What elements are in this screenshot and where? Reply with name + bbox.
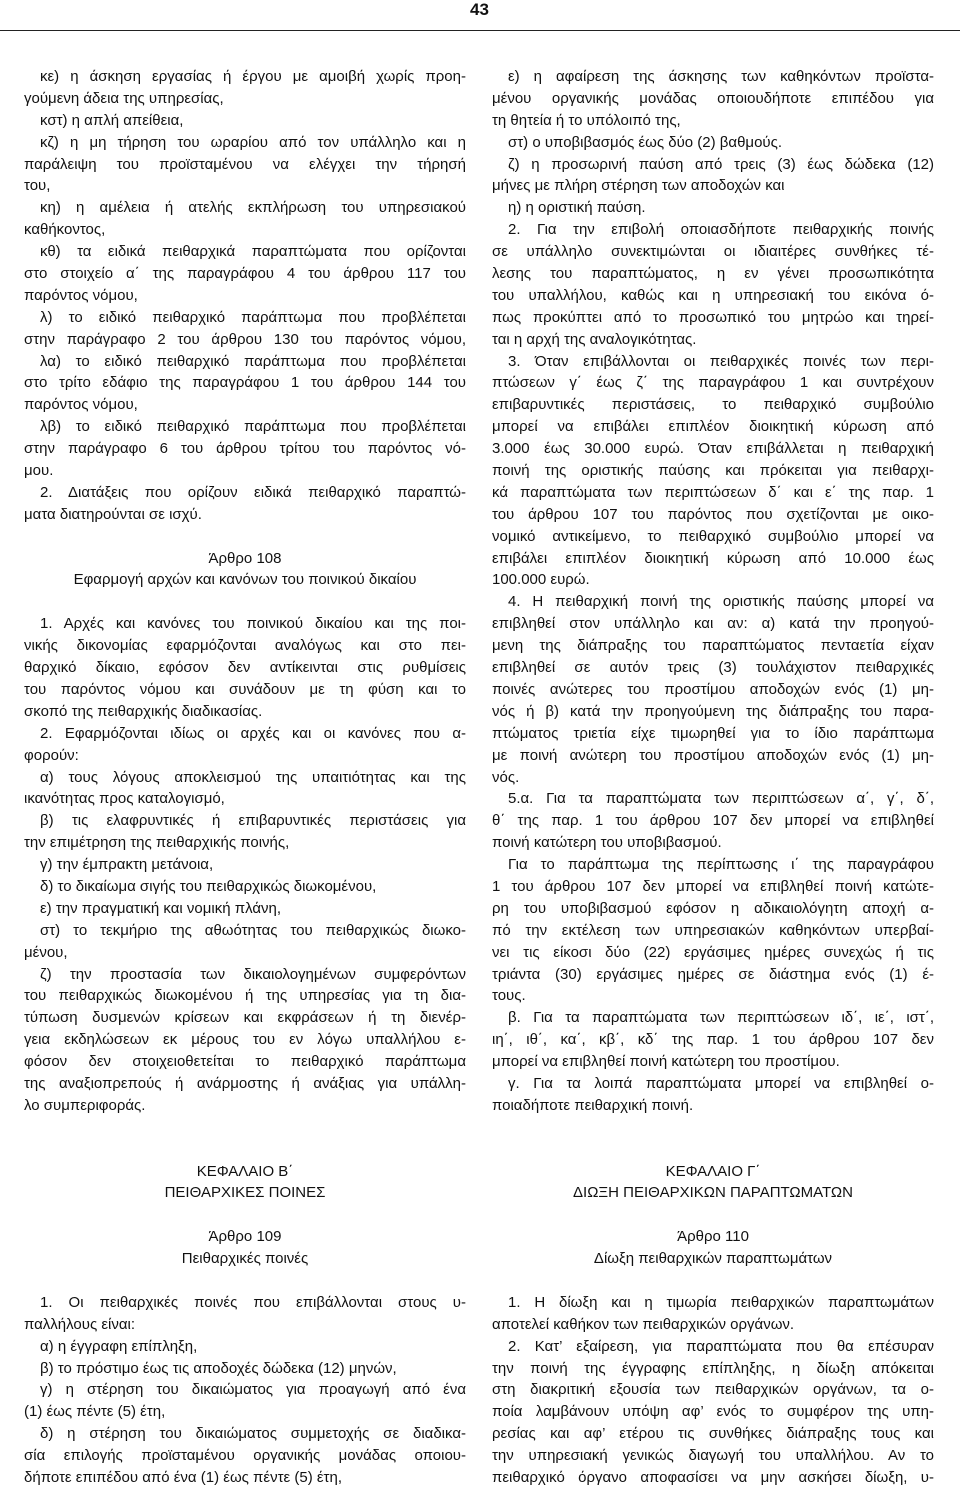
text-line: Για το παράπτωμα της περίπτωσης ι΄ της παραγράφου [508, 856, 934, 874]
text-line: καθήκοντος, [24, 221, 106, 239]
text-line: ρη του υποβιβασμού εφόσον η αδικαιολόγητη αποχή α- [492, 899, 934, 917]
text-line: ποία λαμβάνουν υπόψη αφ’ ενός το συμφέρον της υπη- [492, 1403, 934, 1421]
text-line: επιβάλει επιπλέον διοικητική κύρωση από 10.000 έως [492, 549, 934, 567]
text-line: ται η αρχή της αναλογικότητας. [492, 330, 697, 348]
text-line: θαρχικό δίκαιο, εφόσον δεν αντίκεινται στις ρυθμίσεις [24, 659, 466, 677]
text-line: του υπαλλήλου, καθώς και η υπηρεσιακή του εικόνα ό- [492, 286, 934, 304]
text-line: μου. [24, 462, 54, 480]
text-line: στο στοιχείο α΄ της παραγράφου 4 του άρθρου 117 του [24, 265, 466, 283]
text-line: δήποτε επιπέδου από ένα (1) έως πέντε (5) έτη, [24, 1469, 342, 1486]
text-line: στην παράγραφο 2 του άρθρου 130 του παρόντος νόμου, [24, 330, 466, 348]
text-line: του πειθαρχικώς διωκομένου ή της υπηρεσίας για τη δια- [24, 987, 466, 1005]
text-line: μενη της διάπραξης του παραπτώματος πενταετία είχαν [492, 637, 934, 655]
text-line: λα) το ειδικό πειθαρχικό παράπτωμα που προβλέπεται [40, 352, 466, 370]
text-line: με ποινή ανώτερη του προστίμου αποδοχών ενός (1) μη- [492, 746, 934, 764]
text-line: επιβληθεί σε αυτόν τρεις (3) τουλάχιστον πειθαρχικές [492, 659, 934, 677]
text-line: ε) την πραγματική και νομική πλάνη, [40, 899, 282, 917]
text-line: 3.000 έως 30.000 ευρώ. Όταν επιβάλλεται η πειθαρχική [492, 440, 934, 458]
text-line: τους. [492, 987, 526, 1005]
text-line: ιη΄, ιθ΄, κα΄, κβ΄, κδ΄ της παρ. 1 του άρθρου 107 δεν [492, 1031, 934, 1049]
section-heading-line: ΠΕΙΘΑΡΧΙΚΕΣ ΠΟΙΝΕΣ [164, 1184, 326, 1202]
text-line: γ) η στέρηση του δικαιώματος για προαγωγή από ένα [40, 1381, 466, 1399]
text-line: επιβληθεί στον υπάλληλο και αν: α) κατά την προηγού- [492, 615, 934, 633]
text-line: 100.000 ευρώ. [492, 571, 590, 589]
text-line: παρόντος νόμου, [24, 286, 138, 304]
text-line: 2. Εφαρμόζονται ιδίως οι αρχές και οι κανόνες που α- [40, 724, 466, 742]
right-column [492, 66, 934, 1489]
text-line: λβ) το ειδικό πειθαρχικό παράπτωμα που προβλέπεται [40, 418, 466, 436]
blank-line [492, 1139, 934, 1161]
text-line: ζ) η προσωρινή παύση από τρεις (3) έως δώδεκα (12) [508, 155, 934, 173]
section-heading-line: Άρθρο 110 [677, 1228, 749, 1246]
text-line: ποινή κατώτερη του υποβιβασμού. [492, 834, 722, 852]
text-line: 1. Οι πειθαρχικές ποινές που επιβάλλονται στους υ- [40, 1293, 466, 1311]
text-line: 3. Όταν επιβάλλονται οι πειθαρχικές ποινές των περι- [508, 352, 934, 370]
text-line: 2. Διατάξεις που ορίζουν ειδικά πειθαρχικό παραπτώ- [40, 483, 466, 501]
text-line: κστ) η απλή απείθεια, [40, 111, 184, 129]
text-line: στο τρίτο εδάφιο της παραγράφου 1 του άρθρου 144 του [24, 374, 466, 392]
text-line: την ποινή της έγγραφης επίπληξης, η δίωξη απόκειται [492, 1359, 934, 1377]
blank-line [24, 1117, 466, 1139]
text-line: παρόντος νόμου, [24, 396, 138, 414]
text-line: παράλειψη του προϊσταμένου να ελέγχει την τήρησή [24, 155, 466, 173]
text-line: η) η οριστική παύση. [508, 199, 646, 217]
section-heading-line: Δίωξη πειθαρχικών παραπτωμάτων [593, 1250, 833, 1268]
text-line: ματα διατηρούνται σε ισχύ. [24, 505, 202, 523]
text-line: ζ) την προστασία των δικαιολογημένων συμφερόντων [40, 965, 466, 983]
text-line: θ΄ της παρ. 1 του άρθρου 107 δεν μπορεί να επιβληθεί [492, 812, 934, 830]
text-line: στ) ο υποβιβασμός έως δύο (2) βαθμούς. [508, 133, 783, 151]
blank-line [492, 1117, 934, 1139]
text-line: μήνες με πλήρη στέρηση των αποδοχών και [492, 177, 785, 195]
text-line: αποτελεί καθήκον των πειθαρχικών οργάνων. [492, 1315, 795, 1333]
text-line: μένου, [24, 943, 68, 961]
text-line: κε) η άσκηση εργασίας ή έργου με αμοιβή χωρίς προη- [40, 68, 466, 85]
text-line: γ) την έμπρακτη μετάνοια, [40, 856, 214, 874]
text-line: ποινή της οριστικής παύσης και πρόκειται για πειθαρχι- [492, 462, 934, 480]
text-line: της αναξιοπρεπούς ή ανάρμοστης ή ανάξιας για υπάλλη- [24, 1074, 466, 1092]
text-line: επιβαρυντικές περιστάσεις, το πειθαρχικό συμβούλιο [492, 396, 934, 414]
text-line: νός ή β) κατά την προηγούμενη της διάπραξης του παρα- [492, 702, 934, 720]
text-line: β) το πρόστιμο έως τις αποδοχές δώδεκα (12) μηνών, [40, 1359, 397, 1377]
text-line: λο συμπεριφοράς. [24, 1096, 146, 1114]
text-line: τύπωση δυσμενών κρίσεων και εκφράσεων ή τη διενέρ- [24, 1009, 466, 1027]
text-line: στη διακριτική εξουσία των πειθαρχικών οργάνων, τα ο- [492, 1381, 934, 1399]
text-line: σκοπό της πειθαρχικής διαδικασίας. [24, 702, 263, 720]
text-line: του, [24, 177, 51, 195]
text-line: πειθαρχικό όργανο αποφασίσει να μην ασκήσει δίωξη, υ- [492, 1469, 934, 1486]
text-line: ποινές ανώτερες του προστίμου αποδοχών ενός (1) μη- [492, 680, 934, 698]
text-line: φορούν: [24, 746, 79, 764]
text-line: λεσης του παραπτώματος, η εν γένει προσωπικότητα [492, 265, 934, 283]
text-line: στην παράγραφο 6 του άρθρου τρίτου του παρόντος νό- [24, 440, 466, 458]
section-heading-line: Άρθρο 108 [208, 549, 282, 567]
text-line: 1. Η δίωξη και η τιμωρία πειθαρχικών παραπτωμάτων [508, 1293, 934, 1311]
text-line: 2. Για την επιβολή οποιασδήποτε πειθαρχικής ποινής [508, 221, 934, 239]
text-line: την επιμέτρηση της πειθαρχικής ποινής, [24, 834, 290, 852]
text-line: 1. Αρχές και κανόνες του ποινικού δικαίου και της ποι- [40, 615, 466, 633]
text-line: β) τις ελαφρυντικές ή επιβαρυντικές περιστάσεις για [40, 812, 466, 830]
text-line: ικανότητας προς καταλογισμό, [24, 790, 225, 808]
blank-line [24, 1270, 466, 1292]
text-line: νός. [492, 768, 520, 786]
section-heading-line: Πειθαρχικές ποινές [181, 1250, 309, 1268]
header-rule [0, 30, 960, 31]
text-line: τριάντα (30) εργάσιμες ημέρες σε διάστημα ενός (1) έ- [492, 965, 934, 983]
text-line: κθ) τα ειδικά πειθαρχικά παραπτώματα που ορίζονται [40, 243, 466, 261]
text-line: του άρθρου 107 του παρόντος που σχετίζονται με οικο- [492, 505, 934, 523]
text-line: φόσον δεν στοιχειοθετείται το πειθαρχικό παράπτωμα [24, 1053, 466, 1071]
text-line: ποιαδήποτε πειθαρχική ποινή. [492, 1096, 694, 1114]
text-line: δ) η στέρηση του δικαιώματος συμμετοχής σε διαδικα- [40, 1425, 466, 1443]
text-line: πτώματος τριετία είχε τιμωρηθεί για το ίδιο παράπτωμα [492, 724, 934, 742]
text-line: γ. Για τα λοιπά παραπτώματα μπορεί να επιβληθεί ο- [508, 1074, 934, 1092]
text-line: μπορεί να επιβληθεί ποινή κατώτερη του προστίμου. [492, 1053, 840, 1071]
text-line: νει τις είκοσι δύο (22) εργάσιμες ημέρες συνεχώς ή τις [492, 943, 934, 961]
text-line: ρεσίας και αφ’ ετέρου τις συνθήκες διάπραξης τους και [492, 1425, 934, 1443]
section-heading-line: Άρθρο 109 [208, 1228, 282, 1246]
blank-line [24, 526, 466, 548]
text-line: ε) η αφαίρεση της άσκησης των καθηκόντων προϊστα- [508, 68, 934, 85]
text-line: λ) το ειδικό πειθαρχικό παράπτωμα που προβλέπεται [40, 308, 466, 326]
section-heading-line: ΚΕΦΑΛΑΙΟ Β΄ [196, 1162, 294, 1180]
text-line: γούμενη άδεια της υπηρεσίας, [24, 89, 224, 107]
text-line: στ) το τεκμήριο της αθωότητας του πειθαρχικώς διωκο- [40, 921, 466, 939]
text-line: α) η έγγραφη επίπληξη, [40, 1337, 198, 1355]
blank-line [24, 591, 466, 613]
section-heading-line: ΚΕΦΑΛΑΙΟ Γ΄ [665, 1162, 761, 1180]
text-line: (1) έως πέντε (5) έτη, [24, 1403, 166, 1421]
section-heading-line: Εφαρμογή αρχών και κανόνων του ποινικού δικαίου [73, 571, 417, 589]
blank-line [24, 1139, 466, 1161]
text-line: παλλήλους είναι: [24, 1315, 136, 1333]
text-line: σία επιλογής προϊσταμένου οργανικής μονάδας οποιου- [24, 1447, 466, 1465]
text-line: β. Για τα παραπτώματα των περιπτώσεων ιδ΄, ιε΄, ιστ΄, [508, 1009, 934, 1027]
text-line: 2. Κατ’ εξαίρεση, για παραπτώματα που θα επέσυραν [508, 1337, 934, 1355]
text-line: τη θητεία ή το υπόλοιπό της, [492, 111, 681, 129]
text-line: α) τους λόγους αποκλεισμού της υπαιτιότητας και της [40, 768, 466, 786]
text-line: πό την εκτέλεση των υπηρεσιακών καθηκόντων υπερβαί- [492, 921, 934, 939]
text-line: σε υπάλληλο συνεκτιμώνται οι ιδιαιτέρες συνθήκες τέ- [492, 243, 934, 261]
section-heading-line: ΔΙΩΞΗ ΠΕΙΘΑΡΧΙΚΩΝ ΠΑΡΑΠΤΩΜΑΤΩΝ [573, 1184, 853, 1202]
text-line: την υπηρεσιακή γενικώς διαγωγή του υπαλλήλου. Αν το [492, 1447, 934, 1465]
text-line: κζ) η μη τήρηση του ωραρίου από τον υπάλληλο και η [40, 133, 466, 151]
text-line: μπορεί να επιβάλει επιπλέον διοικητική κύρωση από [492, 418, 934, 436]
blank-line [24, 1204, 466, 1226]
text-line: νομικό αντικείμενο, το πειθαρχικό συμβούλιο μπορεί να [492, 527, 934, 545]
text-line: κά παραπτώματα των περιπτώσεων δ΄ και ε΄ της παρ. 1 [492, 483, 934, 501]
text-line: του παρόντος νόμου και συνάδουν με τη φύση και το [24, 680, 466, 698]
text-line: πως προκύπτει από το προσωπικό του μητρώο και τηρεί- [492, 308, 934, 326]
text-line: 4. Η πειθαρχική ποινή της οριστικής παύσης μπορεί να [508, 593, 934, 611]
text-line: μένου οργανικής μονάδας οποιουδήποτε επιπέδου για [492, 89, 934, 107]
left-column [24, 66, 466, 1489]
page-number: 43 [470, 0, 489, 19]
text-line: δ) το δικαίωμα σιγής του πειθαρχικώς διωκομένου, [40, 877, 377, 895]
text-line: γεια εκδηλώσεων εκ μέρους του εν λόγω υπαλλήλου ε- [24, 1031, 466, 1049]
text-line: 1 του άρθρου 107 δεν μπορεί να επιβληθεί ποινή κατώτε- [492, 877, 934, 895]
text-line: νικής δικονομίας εφαρμόζονται αναλόγως και στο πει- [24, 637, 466, 655]
blank-line [492, 1270, 934, 1292]
text-line: κη) η αμέλεια ή ατελής εκπλήρωση του υπηρεσιακού [40, 199, 466, 217]
text-line: 5.α. Για τα παραπτώματα των περιπτώσεων α΄, γ΄, δ΄, [508, 790, 934, 808]
blank-line [492, 1204, 934, 1226]
text-line: πτώσεων γ΄ έως ζ΄ της παραγράφου 1 και συντρέχουν [492, 374, 934, 392]
